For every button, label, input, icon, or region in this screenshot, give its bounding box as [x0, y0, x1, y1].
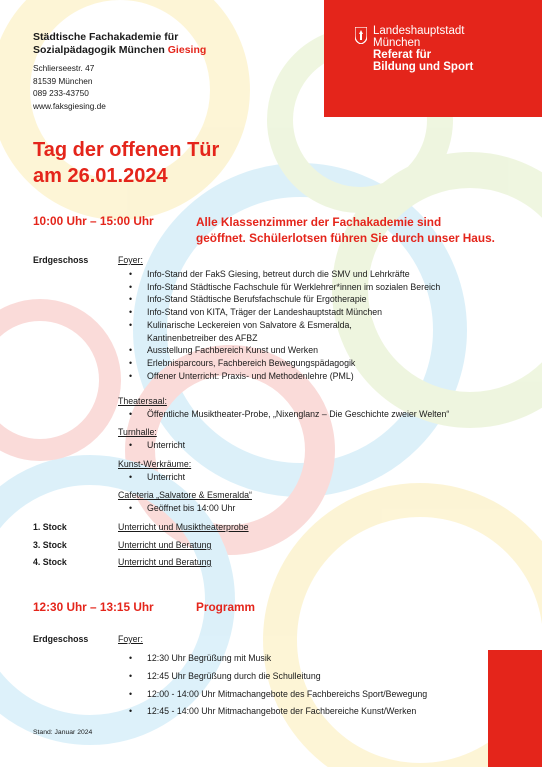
- list-item: • Unterricht: [118, 471, 185, 484]
- list-item: • Geöffnet bis 14:00 Uhr: [118, 502, 235, 515]
- turnhalle-label: Turnhalle:: [118, 427, 157, 437]
- school-name-accent: Giesing: [167, 44, 207, 56]
- list-item: • Info-Stand Städtische Fachschule für Werklehrer*innen im sozialen Bereich: [118, 281, 440, 294]
- foyer-label: Foyer:: [118, 255, 143, 265]
- foyer-list: [118, 268, 440, 382]
- theatersaal-list: [118, 408, 449, 421]
- phone: 089 233-43750: [33, 88, 89, 98]
- list-item: • Info-Stand von KITA, Träger der Landeshauptstadt München: [118, 306, 440, 319]
- session2-floor: Erdgeschoss: [33, 634, 89, 644]
- floor-3-stock-desc: Unterricht und Beratung: [118, 540, 212, 550]
- session1-description: [196, 214, 495, 246]
- floor-4-stock: 4. Stock: [33, 557, 67, 567]
- kunst-werkraeume-list: [118, 471, 185, 484]
- program-list: [118, 650, 427, 721]
- brand-line-4: Bildung und Sport: [373, 61, 474, 73]
- brand-line-1: Landeshauptstadt: [373, 25, 465, 37]
- list-item: • Öffentliche Musiktheater-Probe, „Nixenglanz – Die Geschichte zweier Welten“: [118, 408, 449, 421]
- kunst-werkraeume-label: Kunst-Werkräume:: [118, 459, 192, 469]
- theatersaal-label: Theatersaal:: [118, 396, 167, 406]
- brand-text: [373, 25, 473, 73]
- munich-coat-of-arms-icon: [355, 27, 367, 44]
- title-line-2: am 26.01.2024: [33, 165, 168, 187]
- turnhalle-list: [118, 439, 185, 452]
- list-item: • 12:45 Uhr Begrüßung durch die Schulleitung: [118, 668, 427, 686]
- brand-line-2: München: [373, 37, 421, 49]
- floor-erdgeschoss: Erdgeschoss: [33, 255, 89, 265]
- school-name-line-2: [33, 44, 206, 57]
- list-item: • 12:45 - 14:00 Uhr Mitmachangebote der Fachbereiche Kunst/Werken: [118, 703, 427, 721]
- list-item: • Ausstellung Fachbereich Kunst und Werken: [118, 344, 440, 357]
- session2-foyer-label: Foyer:: [118, 634, 143, 644]
- floor-1-stock: 1. Stock: [33, 522, 67, 532]
- list-item: • Offener Unterricht: Praxis- und Methodenlehre (PML): [118, 370, 440, 383]
- session1-time: 10:00 Uhr – 15:00 Uhr: [33, 214, 154, 228]
- list-item: • Info-Stand der FakS Giesing, betreut durch die SMV und Lehrkräfte: [118, 268, 440, 281]
- session1-desc-line-2: geöffnet. Schülerlotsen führen Sie durch unser Haus.: [196, 231, 495, 245]
- school-name: [33, 31, 206, 57]
- brand-line-3: Referat für: [373, 49, 432, 61]
- session2-time: 12:30 Uhr – 13:15 Uhr: [33, 600, 154, 614]
- list-item: • 12:30 Uhr Begrüßung mit Musik: [118, 650, 427, 668]
- list-item-continuation: [118, 332, 440, 345]
- page-title: [33, 137, 219, 189]
- list-item: • Kulinarische Leckereien von Salvatore & Esmeralda,: [118, 319, 440, 332]
- session2-label: Programm: [196, 600, 256, 614]
- list-item: • 12:00 - 14:00 Uhr Mitmachangebote des Fachbereichs Sport/Bewegung: [118, 686, 427, 704]
- floor-3-stock: 3. Stock: [33, 540, 67, 550]
- corner-accent-box: [488, 650, 542, 767]
- session1-desc-line-1: Alle Klassenzimmer der Fachakademie sind: [196, 215, 442, 229]
- cafeteria-list: [118, 502, 235, 515]
- city: 81539 München: [33, 75, 93, 86]
- list-item: • Info-Stand Städtische Berufsfachschule für Ergotherapie: [118, 293, 440, 306]
- school-name-prefix: Sozialpädagogik München: [33, 44, 168, 56]
- website-link[interactable]: www.faksgiesing.de: [33, 100, 106, 111]
- footer-stand: Stand: Januar 2024: [33, 729, 93, 736]
- title-line-1: Tag der offenen Tür: [33, 139, 220, 161]
- list-item: • Erlebnisparcours, Fachbereich Bewegungspädagogik: [118, 357, 440, 370]
- list-item: • Unterricht: [118, 439, 185, 452]
- list-item-continuation-text: Kantinenbetreiber des AFBZ: [147, 332, 258, 343]
- cafeteria-label: Cafeteria „Salvatore & Esmeralda“: [118, 490, 252, 500]
- floor-1-stock-desc: Unterricht und Musiktheaterprobe: [118, 522, 249, 532]
- floor-4-stock-desc: Unterricht und Beratung: [118, 557, 212, 567]
- school-address: [33, 62, 106, 112]
- school-name-line-1: Städtische Fachakademie für: [33, 31, 179, 43]
- street: Schlierseestr. 47: [33, 63, 95, 73]
